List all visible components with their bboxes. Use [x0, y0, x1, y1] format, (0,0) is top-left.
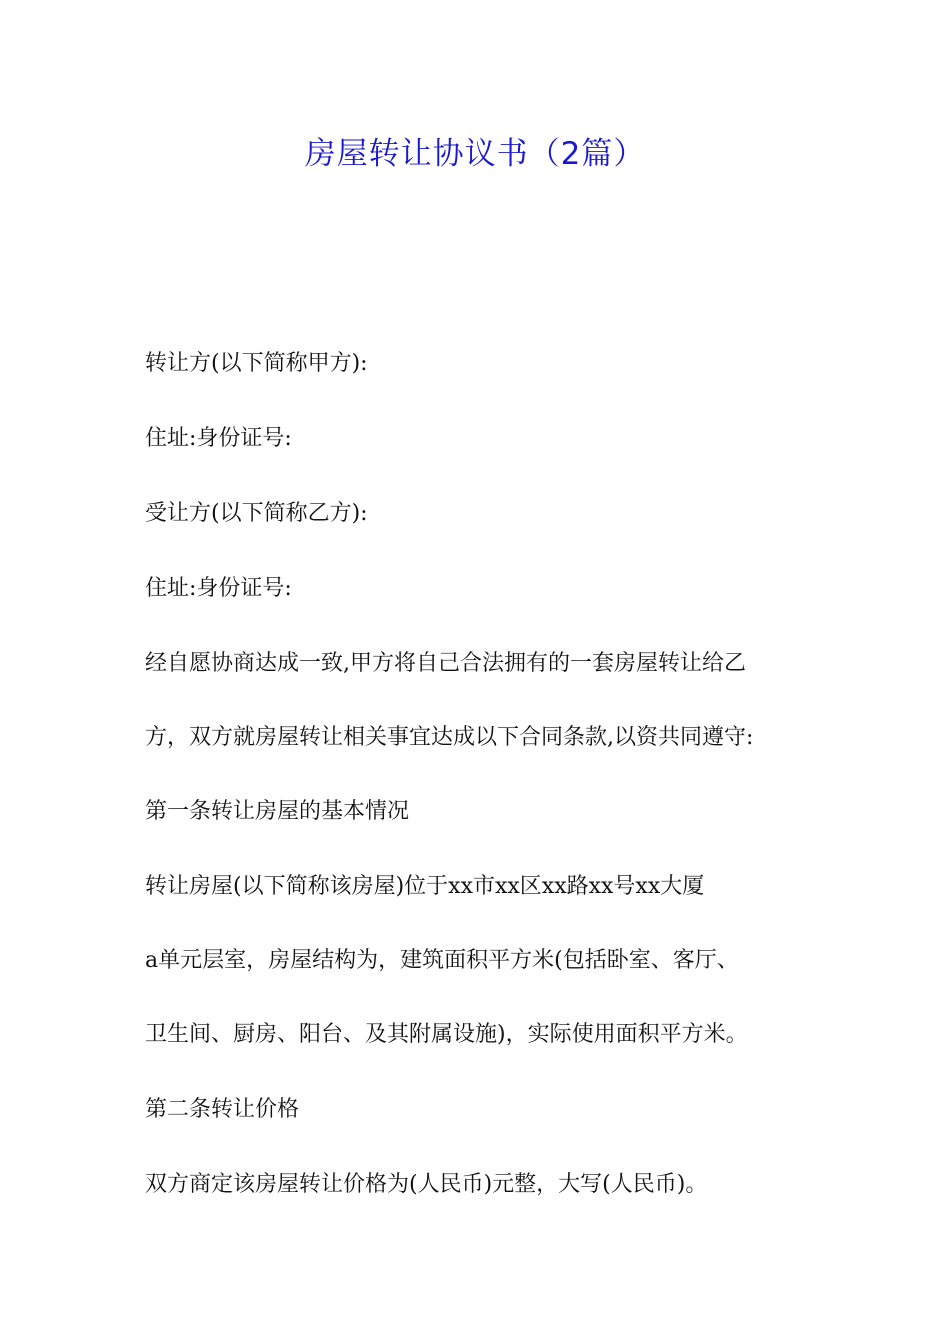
document-title: 房屋转让协议书（2篇） [304, 136, 646, 172]
intro-paragraph-line-1: 经自愿协商达成一致,甲方将自己合法拥有的一套房屋转让给乙 [145, 651, 746, 676]
article-1-line-3: 卫生间、厨房、阳台、及其附属设施)，实际使用面积平方米。 [145, 1022, 748, 1047]
article-1-line-1: 转让房屋(以下简称该房屋)位于xx市xx区xx路xx号xx大厦 [145, 874, 705, 899]
article-1-heading: 第一条转让房屋的基本情况 [145, 799, 410, 824]
party-b-label: 受让方(以下简称乙方): [145, 501, 368, 526]
intro-paragraph-line-2: 方，双方就房屋转让相关事宜达成以下合同条款,以资共同遵守: [145, 725, 754, 750]
party-b-address-id: 住址:身份证号: [145, 576, 292, 601]
party-a-label: 转让方(以下简称甲方): [145, 351, 368, 376]
article-2-line-1: 双方商定该房屋转让价格为(人民币)元整，大写(人民币)。 [145, 1172, 708, 1197]
article-2-heading: 第二条转让价格 [145, 1097, 300, 1122]
article-1-line-2: a单元层室，房屋结构为，建筑面积平方米(包括卧室、客厅、 [145, 948, 739, 973]
party-a-address-id: 住址:身份证号: [145, 426, 292, 451]
